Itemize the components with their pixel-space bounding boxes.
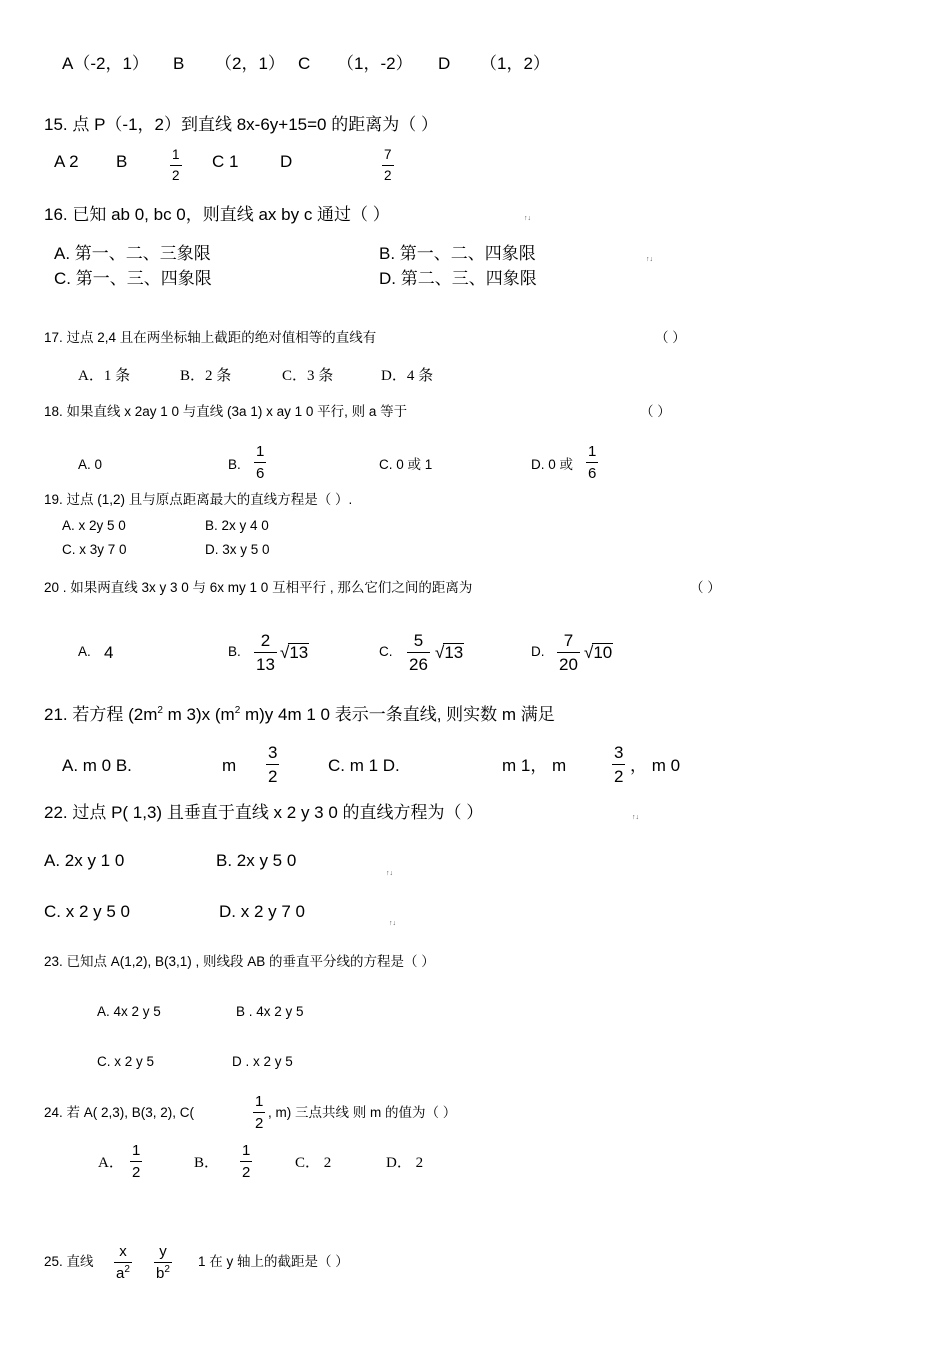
q20-option-d-root: √10 (584, 643, 613, 662)
q14-option-c-value: （1，-2） (337, 54, 413, 73)
q20-option-d-label: D. (531, 644, 545, 659)
q16-option-d: D. 第二、三、四象限 (379, 269, 537, 288)
q18-option-b-label: B. (228, 457, 241, 472)
q25-x-over-a2: x $a^2$ (116, 1243, 130, 1282)
q25-y-over-b2: y $b^2$ (156, 1243, 170, 1282)
q19-option-d: D. 3x y 5 0 (205, 542, 270, 557)
q15-stem: 15. 点 P（-1，2）到直线 8x-6y+15=0 的距离为（ ） (44, 115, 438, 134)
q19-option-c: C. x 3y 7 0 (62, 542, 127, 557)
edit-mark: ↑↓ (389, 920, 396, 927)
q14-option-d-label: D (438, 54, 451, 73)
q14-option-c-label: C (298, 54, 311, 73)
q17-stem: 17. 过点 2,4 且在两坐标轴上截距的绝对值相等的直线有 (44, 330, 377, 345)
q20-option-a-label: A. (78, 644, 91, 659)
q18-paren: （ ） (640, 404, 671, 419)
q21-option-b-fraction: 3 2 (268, 743, 278, 786)
edit-mark: ↑↓ (524, 215, 531, 222)
q18-option-c: C. 0 或 1 (379, 457, 433, 472)
q19-option-a: A. x 2y 5 0 (62, 518, 126, 533)
edit-mark: ↑↓ (632, 814, 639, 821)
q24-option-b-label: B． (194, 1155, 220, 1171)
q24-option-a-label: A． (98, 1155, 124, 1171)
q15-option-d-fraction: 7 2 (384, 147, 392, 183)
q16-option-b: B. 第一、二、四象限 (379, 244, 536, 263)
q21-option-d-prefix: m 1， m (502, 756, 567, 775)
q20-stem: 20 . 如果两直线 3x y 3 0 与 6x my 1 0 互相平行 , 那么它们之间的距离为 (44, 580, 473, 595)
q20-option-a-value: 4 (104, 643, 114, 662)
q21-option-d-suffix: ， m 0 (630, 756, 681, 775)
q14-option-a: A（-2，1） (62, 54, 149, 73)
q21-option-b-prefix: m (222, 756, 237, 775)
q18-stem: 18. 如果直线 x 2ay 1 0 与直线 (3a 1) x ay 1 0 平行, 则 a 等于 (44, 404, 408, 419)
q22-option-d: D. x 2 y 7 0 (219, 902, 305, 921)
q21-options-ab: A. m 0 B. (62, 756, 132, 775)
q16-option-a: A. 第一、二、三象限 (54, 244, 211, 263)
q24-option-c: C． 2 (295, 1155, 332, 1171)
q19-option-b: B. 2x y 4 0 (205, 518, 269, 533)
q22-option-c: C. x 2 y 5 0 (44, 902, 130, 921)
q22-option-b: B. 2x y 5 0 (216, 851, 297, 870)
q22-option-a: A. 2x y 1 0 (44, 851, 125, 870)
q25-stem-start: 25. 直线 (44, 1254, 94, 1269)
q21-option-d-fraction: 3 2 (614, 743, 624, 786)
q24-option-d: D． 2 (386, 1155, 424, 1171)
q23-option-c: C. x 2 y 5 (97, 1054, 155, 1069)
q17-option-d: D．4 条 (381, 368, 434, 384)
q15-option-d-label: D (280, 152, 293, 171)
q21-options-cd: C. m 1 D. (328, 756, 400, 775)
q15-option-b-fraction: 1 2 (172, 147, 180, 183)
q17-option-b: B．2 条 (180, 368, 232, 384)
q23-option-b: B . 4x 2 y 5 (236, 1004, 304, 1019)
q18-option-b-fraction: 1 6 (256, 443, 265, 482)
q22-stem: 22. 过点 P( 1,3) 且垂直于直线 x 2 y 3 0 的直线方程为（ ） (44, 803, 484, 822)
q17-option-a: A．1 条 (78, 368, 131, 384)
q23-option-d: D . x 2 y 5 (232, 1054, 293, 1069)
q16-option-c: C. 第一、三、四象限 (54, 269, 212, 288)
q20-option-b-label: B. (228, 644, 241, 659)
q14-option-d-value: （1，2） (480, 54, 550, 73)
q20-option-b-fraction: 2 13 (256, 631, 275, 674)
edit-mark: ↑↓ (646, 256, 653, 263)
q15-option-a: A 2 (54, 152, 79, 171)
q24-point-c-fraction: 1 2 (255, 1093, 264, 1132)
q20-paren: （ ） (690, 580, 721, 595)
q18-option-d-label: D. 0 或 (531, 457, 574, 472)
q19-stem: 19. 过点 (1,2) 且与原点距离最大的直线方程是（ ）. (44, 492, 353, 507)
q18-option-a: A. 0 (78, 457, 103, 472)
q14-option-b-label: B (173, 54, 185, 73)
q14-option-b-value: （2，1） (215, 54, 285, 73)
q21-stem: 21. 若方程 ($2m^2$ m 3)x ($m^2$ m)y 4m 1 0 表示一条直线, 则实数 m 满足 (44, 705, 555, 724)
q15-option-c: C 1 (212, 152, 239, 171)
edit-mark: ↑↓ (386, 870, 393, 877)
q24-option-b-fraction: 1 2 (242, 1142, 251, 1181)
q23-stem: 23. 已知点 A(1,2), B(3,1) , 则线段 AB 的垂直平分线的方程是（ ） (44, 954, 435, 969)
q20-option-d-fraction: 7 20 (559, 631, 578, 674)
q18-option-d-fraction: 1 6 (588, 443, 597, 482)
q16-stem: 16. 已知 ab 0, bc 0，则直线 ax by c 通过（ ） (44, 205, 390, 224)
q25-stem-end: 1 在 y 轴上的截距是（ ） (198, 1254, 349, 1269)
q24-stem-end: , m) 三点共线 则 m 的值为（ ） (268, 1105, 457, 1120)
q20-option-c-root: √13 (435, 643, 464, 662)
q24-stem-start: 24. 若 A( 2,3), B(3, 2), C( (44, 1105, 195, 1120)
q20-option-c-fraction: 5 26 (409, 631, 428, 674)
q23-option-a: A. 4x 2 y 5 (97, 1004, 161, 1019)
q15-option-b-label: B (116, 152, 128, 171)
q17-option-c: C．3 条 (282, 368, 334, 384)
q20-option-b-root: √13 (280, 643, 309, 662)
q20-option-c-label: C. (379, 644, 393, 659)
q17-paren: （ ） (655, 330, 686, 345)
q24-option-a-fraction: 1 2 (132, 1142, 141, 1181)
